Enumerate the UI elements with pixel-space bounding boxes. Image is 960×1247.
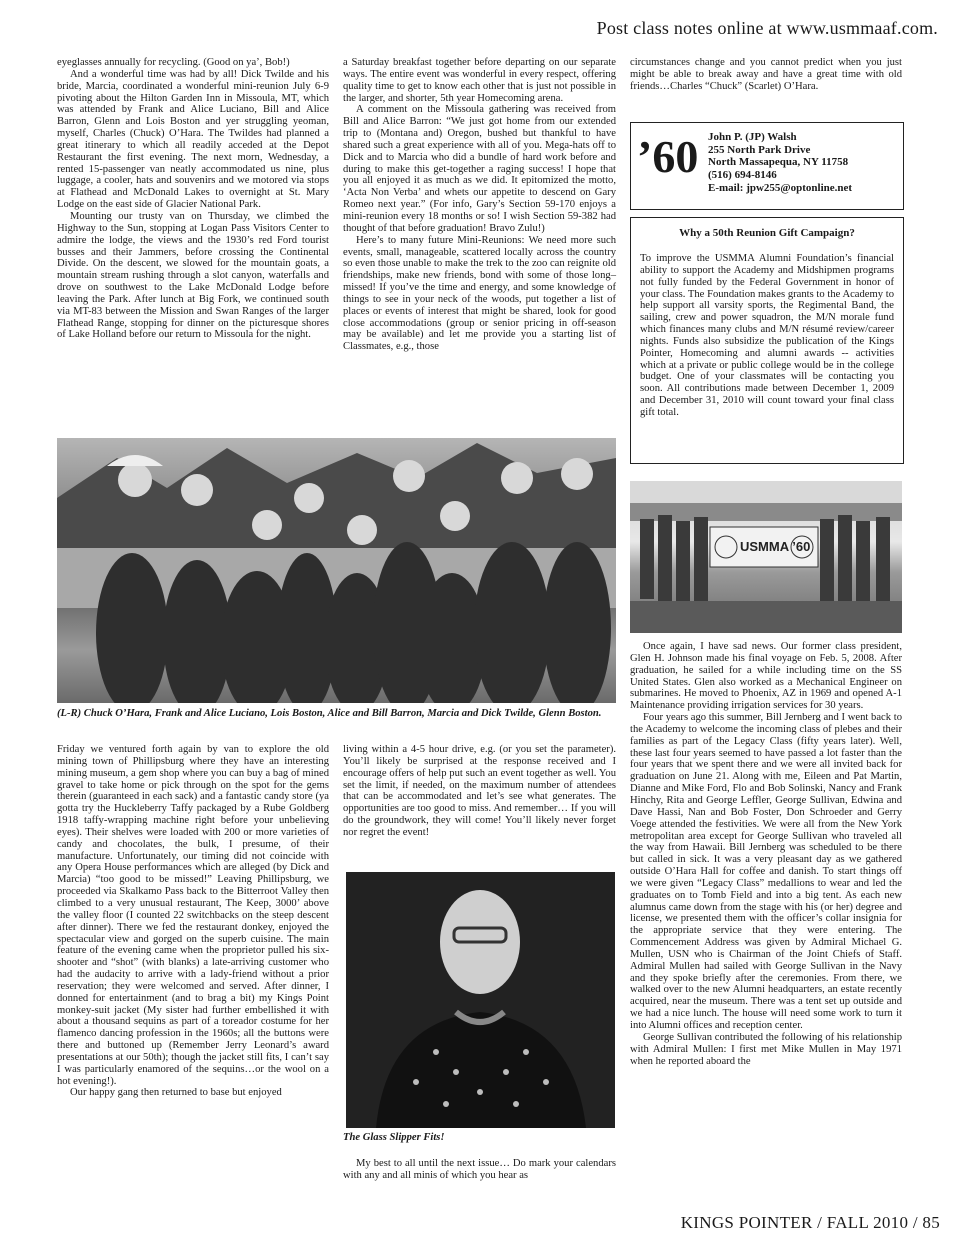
class-60-box — [630, 122, 904, 210]
group-photo-scene — [57, 438, 616, 703]
paragraph: Friday we ventured forth again by van to explore the old mining town of Phillipsburg where they have an interesting mining museum, a gem shop where you can buy a bag of mined gravel to take home or pick through on the spot for the gems therein (guaranteed in each sack) and a fantastic candy store (ya gotta try the Huckleberry Taffy packaged by a Rube Goldberg 1918 taffy-wrapping machine right before your unbelieving eyes). Their shelves were loaded with 200 or more varieties of candy and chocolates, the bulk, I presume, of their manufacture. Unfortunately, our timing did not coincide with any Opera House performances which are alleged (by Dick and Marcia) “too good to be missed!” Leaving Phillipsburg, we proceeded via Skalkamo Pass back to the Bitterroot Valley then climbed to a very unusual restaurant, The Keep, 3000’ above the valley floor (I counted 22 switchbacks on the steep descent after dinner). There we fed the restaurant donkey, enjoyed the spectacular view and gorged on the superb cuisine. The main feature of the evening came when the proprietor pulled his six-shooter and “shot” (with blanks) a late-arriving customer who had the audacity to arrive with a lady-friend without a prior reservation; they were welcomed and served. After dinner, I donned for entertainment (and to brag a bit) my Kings Point monkey-suit jacket (My sister had further embellished it with about a thousand sequins as part of a toreador costume for her flamenco dancing profession in the 1960s; all the buttons were there and buttoned up (Remember Jerry Leonard’s award presentations at our 50th); though the jacket still fits, I can’t say I was particularly enamored of the sequins…or the wool on a hot evening!). — [57, 744, 329, 1087]
page-footer: KINGS POINTER / FALL 2010 / 85 — [680, 1213, 940, 1232]
banner-photo-scene — [630, 481, 902, 633]
paragraph: And a wonderful time was had by all! Dick Twilde and his bride, Marcia, coordinated a wonderful mini-reunion July 6-9 pivoting about the Hilton Garden Inn in Missoula, MT, which was attended by Frank and Alice Luciano, Bill and Alice Barron, Glenn and Lois Boston and yer struggling yeoman, myself, Charles (Chuck) O’Hara. The Twildes had planned a great itinerary to which all readily acceded at the Depot Restaurant the first evening. The next morn, Wednesday, a rented 15-passenger van neatly accommodated us nine, plus luggage, a cooler, hats and souvenirs and we motored via stops at Flathead and McDonald Lakes to overnight at St. Mary Lodge on the east side of Glacier National Park. — [57, 68, 329, 211]
paragraph: My best to all until the next issue… Do mark your calendars with any and all minis of which you hear as — [343, 1158, 616, 1181]
contact-phone: (516) 694-8146 — [708, 169, 777, 182]
contact-name: John P. (JP) Walsh — [708, 131, 797, 143]
column-1-top — [57, 57, 329, 341]
group-photo — [57, 438, 616, 703]
paragraph: Our happy gang then returned to base but enjoyed — [70, 1087, 282, 1099]
paragraph: Once again, I have sad news. Our former class president, Glen H. Johnson made his final voyage on Feb. 5, 2008. After graduation, he sailed for a while including time on the SS United States. Glen also worked as a Mechanical Engineer on submarines. He moved to Phoenix, AZ in 1969 and opened A-1 Maintenance providing irrigation services for 30 years. — [630, 641, 902, 712]
column-2-middle — [343, 744, 616, 839]
contact-street: 255 North Park Drive — [708, 143, 811, 156]
paragraph: Mounting our trusty van on Thursday, we climbed the Highway to the Sun, stopping at Logan Pass Visitors Center to admire the lodge, the views and the 1930’s red Ford tourist busses and their Jammers, before crossing the Continental Divide. On the descent, we slowed for the mountain goats, a mountain stream rushing through a slot canyon, waterfalls and drove on southwest to the Lake McDonald Lodge before leaving the Park. After lunch at Big Fork, we continued south via MT-83 between the Mission and Swan Ranges of the larger Flathead Range, stopping for dinner on the picturesque shores of Lake Holland before our return to Missoula for the night. — [57, 210, 329, 341]
page-header: Post class notes online at www.usmmaaf.com. — [596, 18, 938, 38]
glass-slipper-photo — [346, 872, 615, 1128]
gift-body: To improve the USMMA Alumni Foundation’s financial ability to support the Academy and Midshipmen programs not fully funded by the Federal Government in honor of your class. The Foundation makes grants to the Academy to help support all varsity sports, the Regimental Band, the sailing, crew and power squadron, the M/N morale fund which finances many clubs and M/N résumé review/career nights. Funds also subsidize the publication of the Kings Pointer, Homecoming and alumni awards -- activities which at a private or public college would be in the college budget. One of your classmates will be contacting you soon. All contributions made between December 1, 2009 and December 31, 2010 will count toward your final class gift total. — [640, 253, 894, 418]
class-contact — [708, 131, 852, 195]
gift-title: Why a 50th Reunion Gift Campaign? — [679, 227, 855, 239]
gift-campaign-box — [630, 217, 904, 464]
paragraph: circumstances change and you cannot predict when you just might be able to break away and have a great time with old friends…Charles “Chuck” (Scarlet) O’Hara. — [630, 57, 902, 92]
column-2-top — [343, 57, 616, 353]
contact-city: North Massapequa, NY 11758 — [708, 156, 849, 169]
paragraph: George Sullivan contributed the following of his relationship with Admiral Mullen: I first met Mike Mullen in May 1971 when he reported aboard the — [630, 1031, 902, 1067]
contact-email: E-mail: jpw255@optonline.net — [708, 181, 853, 194]
column-2-bottom — [343, 1158, 616, 1182]
usmma-banner-photo — [630, 481, 902, 633]
column-1-bottom — [57, 744, 329, 1099]
paragraph: Here’s to many future Mini-Reunions: We need more such events, small, manageable, scattered locally across the country so even those unable to make the trek to the zoo can reignite old friendships, make new friends, bond with some of those long–missed! If you’ve the time and energy, and some knowledge of things to see in your neck of the woods, put together a list of places or events of interest that might be shared, look for good close accommodations (group or senior pricing in off-season may be available) and let me provide you a starting list of Classmates, e.g., those — [343, 234, 616, 353]
paragraph: Four years ago this summer, Bill Jernberg and I went back to the Academy to welcome the incoming class of plebes and their families as part of the Legacy Class (fifty years later). Well, these last four years seemed to have passed a lot faster than the four years that we spent there and we were all invited back for graduation on June 21. Along with me, Eileen and Pat Martin, Dianne and Mike Ford, Flo and Bob Solinski, Nancy and Frank Hinchy, Rita and George Leffler, George Sullivan, Edwina and Dave Hassi, Nan and Bob Foster, Don Schroeder and Gerry Voege attended the festivities. We were all from the New York metropolitan area except for George Sullivan who traveled all the way from Hawaii. Bill Jernberg was scheduled to be there but called in sick. It was a very pleasant day as we gathered outside O’Hara Hall for coffee and danish. To start things off we were given “Legacy Class” medallions to wear and led the graduates on to Tomb Field and into a big tent. As each new alumnus came down from the stage with his (or her) degree and license, we presented them with the officer’s collar insignia for the appropriate service that they were entering. The Commencement Address was given by Admiral Michael G. Mullen, USN who is Chairman of the Joint Chiefs of Staff. Admiral Mullen had sailed with George Sullivan in the Navy and they spoke briefly after the ceremonies. From there, we walked over to the new Alumni headquarters, an estate recently acquired, near the museum. There was a tent set up outside and we had a nice lunch. The house will need some work to turn it into Alumni offices and reception center. — [630, 712, 902, 1031]
slipper-photo-scene — [346, 872, 615, 1128]
column-3-bottom — [630, 641, 902, 1067]
paragraph: eyeglasses annually for recycling. (Good on ya’, Bob!) — [57, 57, 290, 68]
banner-text: USMMA ’60 — [740, 539, 811, 554]
paragraph: living within a 4-5 hour drive, e.g. (or you set the parameter). You’ll likely be surprised at the response received and I encourage offers of help put such an event together as well. You set the limit, if needed, on the maximum number of attendees that can be accommodated and let’s see what generates. The opportunities are too good to miss. And remember… If you will do the groundwork, they will come! You’ll likely never forget nor regret the event! — [343, 744, 616, 838]
group-photo-caption: (L-R) Chuck O’Hara, Frank and Alice Luciano, Lois Boston, Alice and Bill Barron, Marcia and Dick Twilde, Glenn Boston. — [57, 708, 602, 719]
slipper-caption: The Glass Slipper Fits! — [343, 1132, 445, 1143]
paragraph: a Saturday breakfast together before departing on our separate ways. The entire event was wonderful in every respect, offering quality time to get to know each other that is just not possible in the larger, and shorter, 5th year Homecoming arena. — [343, 57, 616, 104]
paragraph: A comment on the Missoula gathering was received from Bill and Alice Barron: “We just got home from our extended trip to (Montana and) Oregon, bushed but thankful to have shared such a great experience with all of you. Mega-hats off to Dick and to Marcia who did a bundle of hard work before and during to make this get-together a raging success! I hope that you all enjoyed it as much as we did. It epitomized the motto, ‘Acta Non Verba’ and whets our appetite to descend on Gary Romeo next year.” (For info, Gary’s Section 59-170 enjoys a mini-reunion every 18 months or so! I wish Section 59-382 had thought of that before graduation! Bravo Zulu!) — [343, 104, 616, 234]
column-3-top — [630, 57, 902, 93]
class-year: ’60 — [637, 131, 699, 182]
